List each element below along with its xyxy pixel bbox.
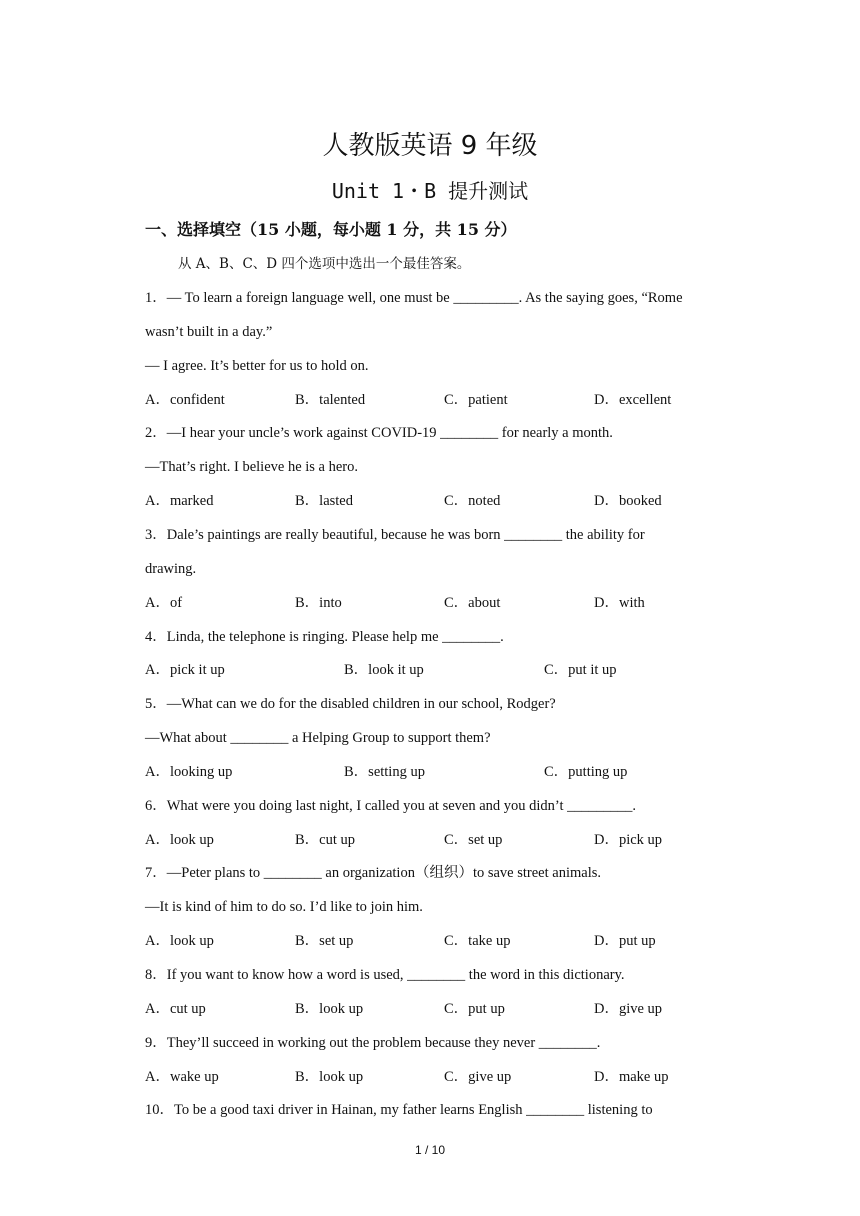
question-stem: 6．What were you doing last night, I called you at seven and you didn’t _________. [145,797,637,814]
question-line: — I agree. It’s better for us to hold on. [145,357,369,374]
answer-option: B．look up [295,1000,364,1017]
answer-option: D．pick up [594,831,663,848]
question-line: wasn’t built in a day.” [145,323,273,340]
document-title: 人教版英语 9 年级 [322,131,538,161]
answer-option: A．looking up [145,763,233,780]
answer-option: B．set up [295,933,354,950]
document-subtitle: Unit 1・B 提升测试 [331,179,529,203]
answer-option: A．cut up [145,1000,206,1017]
question-line: —That’s right. I believe he is a hero. [145,459,359,476]
question-stem: 9．They’ll succeed in working out the problem because they never ________. [145,1034,601,1051]
question-stem: 5．—What can we do for the disabled children in our school, Rodger? [145,696,556,713]
answer-option: D．booked [594,493,662,510]
answer-option: C．put up [444,1000,505,1017]
question-line: —What about ________ a Helping Group to support them? [145,730,491,747]
answer-option: C．set up [444,831,503,848]
answer-option: A．confident [145,391,225,408]
answer-option: D．give up [594,1000,663,1017]
question-line: drawing. [145,560,197,577]
answer-option: B．setting up [344,763,425,780]
answer-option: B．look up [295,1068,364,1085]
answer-option: B．talented [295,391,366,408]
answer-option: D．with [594,594,645,611]
answer-option: A．of [145,594,183,611]
question-stem: 10．To be a good taxi driver in Hainan, my father learns English ________ listening to [145,1102,653,1119]
answer-option: A．look up [145,831,214,848]
question-line: —It is kind of him to do so. I’d like to join him. [145,899,423,916]
answer-option: C．put it up [544,662,617,679]
answer-option: B．look it up [344,662,424,679]
question-stem: 2．—I hear your uncle’s work against COVID-19 ________ for nearly a month. [145,425,613,442]
answer-option: B．lasted [295,493,353,510]
answer-option: C．putting up [544,763,628,780]
answer-option: C．patient [444,391,508,408]
answer-option: C．give up [444,1068,512,1085]
answer-option: C．noted [444,493,501,510]
section-heading: 一、选择填空（15 小题，每小题 1 分，共 15 分） [145,220,517,239]
section-instruction: 从 A、B、C、D 四个选项中选出一个最佳答案。 [178,256,471,272]
question-stem: 4．Linda, the telephone is ringing. Please help me ________. [145,628,504,645]
question-stem: 3．Dale’s paintings are really beautiful, because he was born ________ the ability for [145,526,645,543]
question-stem: 1．— To learn a foreign language well, one must be _________. As the saying goes, “Rome [145,290,683,306]
page-number: 1 / 10 [414,1143,446,1157]
question-stem: 8．If you want to know how a word is used, ________ the word in this dictionary. [145,967,625,983]
answer-option: D．make up [594,1068,669,1085]
answer-option: A．marked [145,493,214,510]
answer-option: D．excellent [594,391,672,408]
answer-option: A．look up [145,933,214,950]
answer-option: B．into [295,594,342,611]
answer-option: A．wake up [145,1068,219,1085]
question-stem: 7．—Peter plans to ________ an organization（组织）to save street animals. [145,865,601,882]
answer-option: B．cut up [295,831,356,848]
answer-option: D．put up [594,933,656,950]
answer-option: A．pick it up [145,662,225,679]
answer-option: C．about [444,594,501,611]
answer-option: C．take up [444,933,511,950]
